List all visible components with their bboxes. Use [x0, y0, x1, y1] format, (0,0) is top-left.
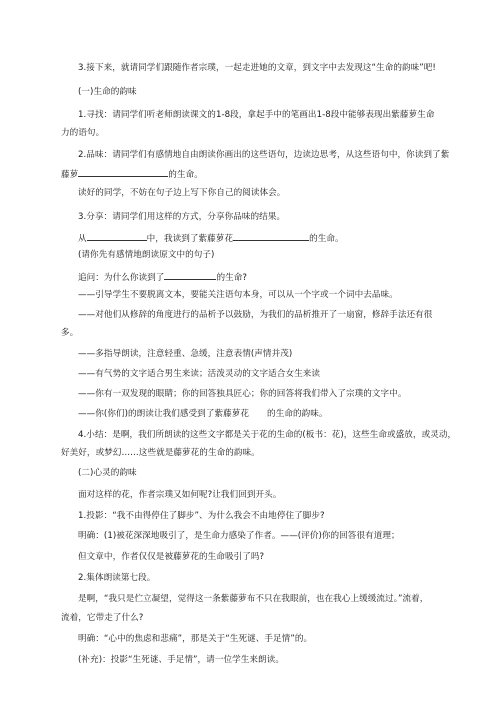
text-line: 流着，它带走了什么? — [61, 613, 144, 623]
text-line: ——对他们从修辞的角度进行的品析予以鼓励，为我们的品析推开了一扇窗，修辞手法还有很 — [78, 310, 433, 320]
text-line: 明确：“心中的焦虑和悲痛”，那是关于“生死谜、手足情”的。 — [78, 634, 313, 644]
text-line-with-blank — [78, 270, 247, 284]
text-line: 力的语句。 — [61, 128, 105, 138]
text-segment: 从 — [78, 234, 87, 244]
fill-blank — [87, 231, 147, 241]
text-line: 2.品味：请同学们有感情地自由朗读你画出的这些语句，边读边思考，从这些语句中，你读到了紫 — [78, 150, 450, 160]
text-line: 3.接下来，就请同学们跟随作者宗璞，一起走进她的文章，到文字中去发现这“生命的韵味”吧! — [78, 63, 436, 73]
text-line-with-gap — [78, 409, 328, 420]
text-line: 多。 — [61, 328, 79, 338]
text-segment: ——你(你们)的朗读让我们感受到了紫藤萝花 — [78, 409, 250, 419]
text-line: 3.分享：请同学们用这样的方式，分享你品味的结果。 — [78, 212, 286, 222]
text-line: (补充)：投影“生死谜、手足情”，请一位学生来朗读。 — [78, 655, 284, 665]
section-heading: (一)生命的韵味 — [78, 87, 137, 97]
text-line-with-blank — [78, 231, 344, 245]
text-segment: 的生命的韵味。 — [267, 409, 328, 419]
text-line: 2.集体朗读第七段。 — [78, 573, 156, 583]
fill-blank — [78, 167, 168, 177]
text-line: 面对这样的花，作者宗璞又如何呢?让我们回到开头。 — [78, 490, 282, 500]
text-line: 读好的同学，不妨在句子边上写下你自己的阅读体会。 — [78, 188, 286, 198]
text-line: 1.投影：“我不由得停住了脚步”、为什么我会不由地停住了脚步? — [78, 511, 325, 521]
text-line: 是啊，“我只是伫立凝望，觉得这一条紫藤萝布不只在我眼前，也在我心上缓缓流过。”流着， — [78, 594, 429, 604]
text-line: ——引导学生不要脱离文本，要能关注语句本身，可以从一个字或一个词中去品味。 — [78, 290, 398, 300]
text-segment: 的生命? — [216, 273, 247, 283]
text-line: ——多指导朗读，注意轻重、急缓，注意表情(声情并茂) — [78, 349, 293, 359]
text-line: 好美好，或梦幻……这些就是藤萝花的生命的韵味。 — [61, 448, 260, 458]
text-line: 4.小结：是啊，我们所朗读的这些文字都是关于花的生命的(板书：花)，这些生命或盛放，或灵动， — [78, 430, 457, 440]
text-line: ——有气势的文字适合男生来读；活泼灵动的文字适合女生来读 — [78, 369, 321, 379]
fill-blank — [233, 231, 309, 241]
text-line: (请你先有感情地朗读原文中的句子) — [78, 250, 215, 260]
text-segment: 中，我读到了紫藤萝花 — [146, 234, 234, 244]
text-line: 明确：(1)被花深深地吸引了，是生命力感染了作者。——(评价)你的回答很有道理； — [78, 531, 400, 541]
text-segment: 的生命。 — [168, 170, 203, 180]
text-line: 但文章中，作者仅仅是被藤萝花的生命吸引了吗? — [78, 552, 265, 562]
text-line-with-blank — [61, 167, 203, 181]
fill-blank — [164, 270, 216, 280]
text-segment: 的生命。 — [309, 234, 344, 244]
text-line: 1.寻找：请同学们听老师朗读课文的1-8段，拿起手中的笔画出1-8段中能够表现出紫藤萝生命 — [78, 110, 435, 120]
text-line: ——你有一双发现的眼睛；你的回答独具匠心；你的回答将我们带入了宗璞的文字中。 — [78, 389, 407, 399]
text-segment: 藤萝 — [61, 170, 79, 180]
section-heading: (二)心灵的韵味 — [78, 468, 137, 478]
text-segment: 追问：为什么你读到了 — [78, 273, 165, 283]
